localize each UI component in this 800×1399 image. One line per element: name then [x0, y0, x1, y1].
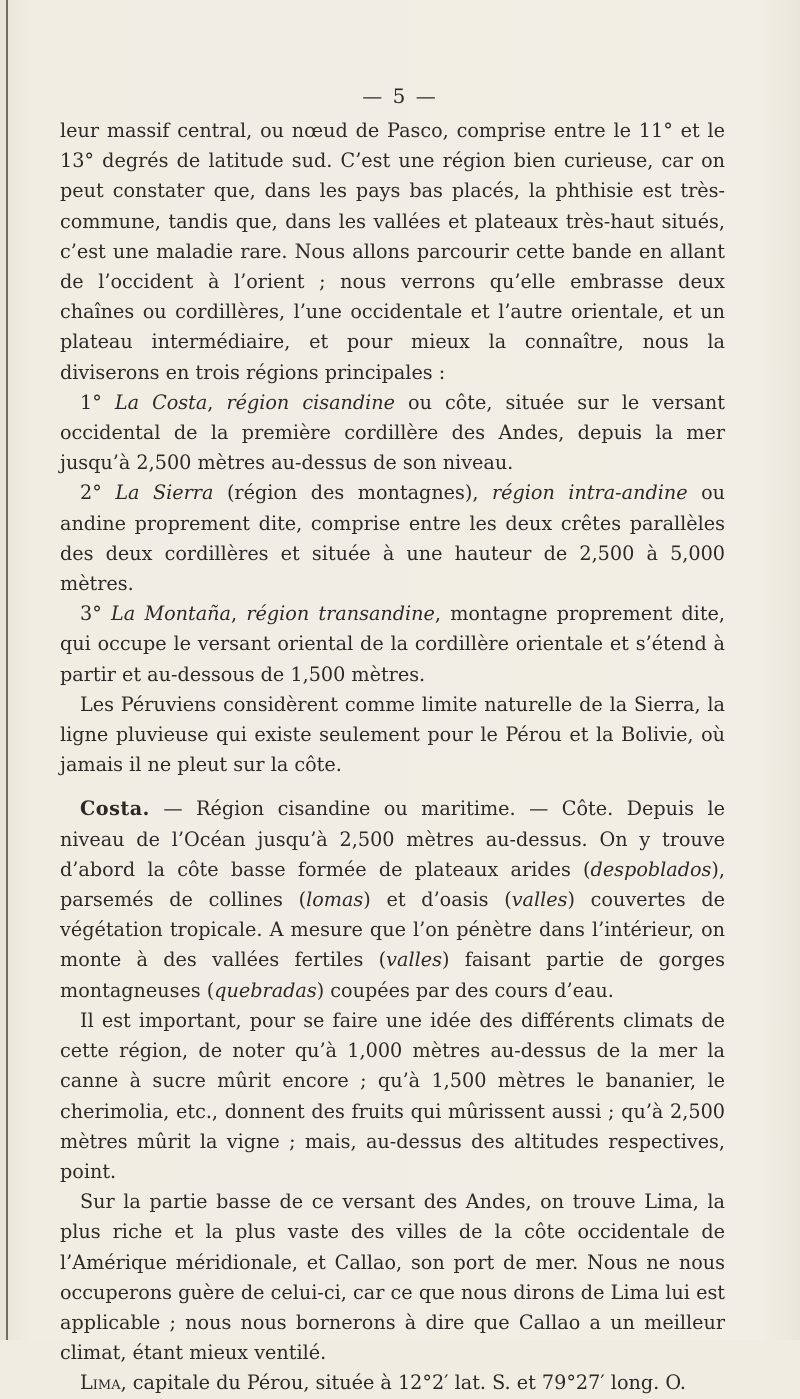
region-name: La Montaña	[111, 602, 231, 626]
text-run: ou andine proprement dite, comprise entre les deux crêtes parallèles des deux cordillères et située à une hauteur de 2,500 à 5,000 mètres.	[60, 481, 726, 596]
paragraph-lima-callao: Sur la partie basse de ce versant des Andes, on trouve Lima, la plus riche et la plus vaste des villes de la côte occidentale de l’Amérique méridionale, et Callao, son port de mer. Nous ne nous occuperons guère de celui-ci, car ce que nous dirons de Lima lui est applicable ; nous nous bornerons à dire que Callao a un meilleur climat, étant mieux ventilé.	[60, 1190, 725, 1365]
text-run: ), parsemés de collines (	[60, 857, 725, 912]
text-run: ,	[207, 390, 227, 414]
text-run: ) coupées par des cours d’eau.	[316, 978, 614, 1002]
body-text	[60, 116, 725, 1399]
text-run: , capitale du Pérou, située à 12°2′ lat. S. et 79°27′ long. O.	[120, 1371, 687, 1395]
paragraph-costa-section	[60, 794, 725, 1005]
region-label: région transandine	[246, 602, 435, 626]
page-edge-line	[6, 0, 8, 1340]
paragraph-sierra-limit: Les Péruviens considèrent comme limite naturelle de la Sierra, la ligne pluvieuse qui existe seulement pour le Pérou et la Bolivie, où jamais il ne pleut sur la côte.	[60, 692, 725, 777]
region-name: La Sierra	[115, 481, 214, 505]
region-name: La Costa	[114, 390, 208, 414]
text-run: ) faisant partie de gorges montagneuses (	[60, 948, 726, 1002]
text-run: (région des montagnes),	[213, 481, 492, 505]
text-run: , montagne proprement dite, qui occupe le versant oriental de la cordillère orientale et s’étend à partir et au-dessous de 1,500 mètres.	[60, 602, 725, 686]
region-label: région intra-andine	[491, 481, 688, 505]
text-run: ) couvertes de végétation tropicale. A mesure que l’on pénètre dans l’intérieur, on monte à des vallées fertiles (	[60, 888, 725, 972]
paragraph-sierra-definition	[60, 478, 725, 599]
page-number: — 5 —	[362, 84, 438, 108]
italic-term: valles	[386, 948, 442, 972]
text-run: ) et d’oasis (	[363, 888, 512, 912]
paragraph-climates: Il est important, pour se faire une idée des différents climats de cette région, de noter qu’à 1,000 mètres au-dessus de la mer la canne à sucre mûrit encore ; qu’à 1,500 mètres le bananier, le cherimolia, etc., donnent des fruits qui mûrissent aussi ; qu’à 2,500 mètres mûrit la vigne ; mais, au-dessus des altitudes respectives, point.	[60, 1008, 725, 1183]
italic-term: valles	[511, 888, 568, 912]
section-heading-costa: Costa.	[80, 797, 150, 821]
list-number: 3°	[80, 602, 112, 626]
lima-small-caps: Lima	[80, 1371, 121, 1395]
list-number: 1°	[80, 390, 115, 414]
text-run: — Région cisandine ou maritime. — Côte. Depuis le niveau de l’Océan jusqu’à 2,500 mètres au-dessus. On y trouve d’abord la côte basse formée de plateaux arides (	[60, 797, 725, 881]
text-run: ,	[230, 602, 247, 626]
italic-term: despoblados	[590, 857, 712, 881]
italic-term: quebradas	[214, 978, 317, 1002]
paragraph-1: leur massif central, ou nœud de Pasco, comprise entre le 11° et le 13° degrés de latitude sud. C’est une région bien curieuse, car on peut constater que, dans les pays bas placés, la phthisie est très-commune, tandis que, dans les vallées et plateaux très-haut situés, c’est une maladie rare. Nous allons parcourir cette bande en allant de l’occident à l’orient ; nous verrons qu’elle embrasse deux chaînes ou cordillères, l’une occidentale et l’autre orientale, et un plateau intermédiaire, et pour mieux la connaître, nous la diviserons en trois régions principales :	[60, 119, 725, 384]
italic-term: lomas	[306, 888, 364, 912]
paragraph-lima	[60, 1368, 725, 1398]
list-number: 2°	[80, 481, 116, 505]
text-run: ou côte, située sur le versant occidental de la première cordillère des Andes, depuis la mer jusqu’à 2,500 mètres au-dessus de son niveau.	[60, 390, 725, 475]
paragraph-montana-definition	[60, 599, 725, 690]
region-label: région cisandine	[226, 390, 395, 414]
paragraph-costa-definition	[60, 388, 725, 479]
